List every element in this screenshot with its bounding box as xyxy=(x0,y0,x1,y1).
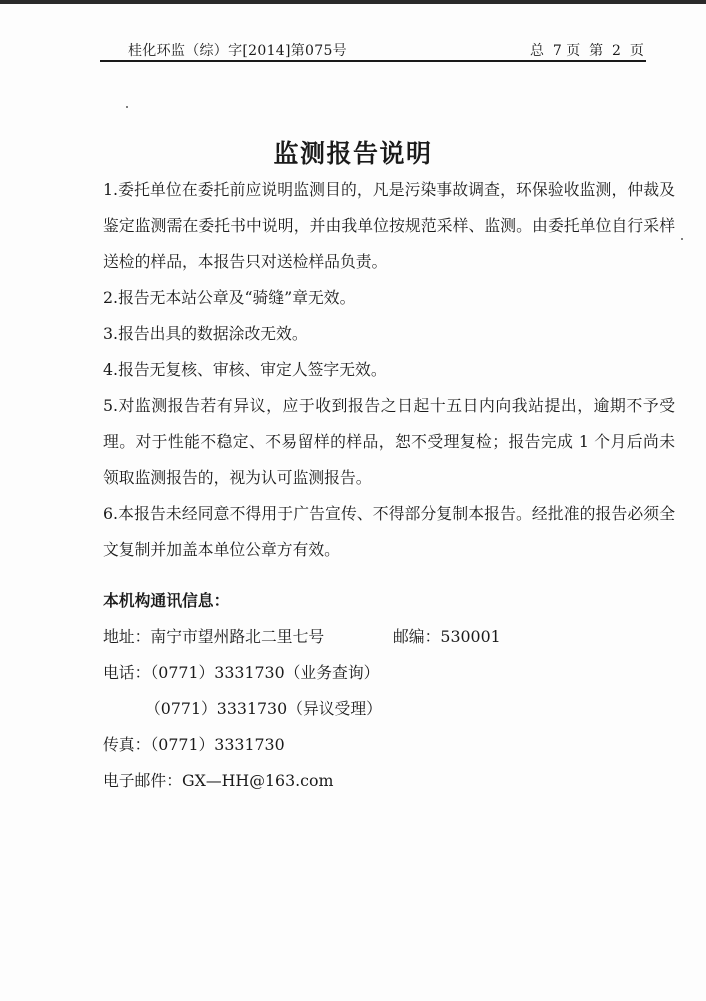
contact-heading: 本机构通讯信息： xyxy=(103,591,230,610)
phone-line-secondary: （0771）3331730（异议受理） xyxy=(145,699,382,718)
scan-speck xyxy=(681,238,683,240)
page-indicator: 总 7 页 第 2 页 xyxy=(530,43,644,59)
document-number: 桂化环监（综）字[2014]第075号 xyxy=(128,43,347,59)
page-title: 监测报告说明 xyxy=(273,139,433,168)
contact-section xyxy=(103,583,663,799)
header-divider xyxy=(100,60,646,62)
note-item: 2.报告无本站公章及“骑缝”章无效。 xyxy=(103,288,356,307)
address-text: 地址：南宁市望州路北二里七号 xyxy=(103,627,325,646)
postcode-text: 邮编：530001 xyxy=(393,627,501,646)
note-item: 1.委托单位在委托前应说明监测目的，凡是污染事故调查，环保验收监测，仲裁及鉴定监测需在委托书中说明，并由我单位按规范采样、监测。由委托单位自行采样送检的样品，本报告只对送检样品负责。 xyxy=(103,180,675,271)
notes-list xyxy=(103,172,675,568)
note-item: 3.报告出具的数据涂改无效。 xyxy=(103,324,308,343)
note-item: 5.对监测报告若有异议，应于收到报告之日起十五日内向我站提出，逾期不予受理。对于性能不稳定、不易留样的样品，恕不受理复检；报告完成 1 个月后尚未领取监测报告的，视为认可监测报告。 xyxy=(103,396,675,487)
note-item: 6.本报告未经同意不得用于广告宣传、不得部分复制本报告。经批准的报告必须全文复制并加盖本单位公章方有效。 xyxy=(103,504,675,559)
address-line xyxy=(103,619,663,655)
email-line: 电子邮件：GX—HH@163.com xyxy=(103,771,334,790)
scan-top-edge xyxy=(0,0,706,4)
note-item: 4.报告无复核、审核、审定人签字无效。 xyxy=(103,360,387,379)
scan-speck xyxy=(126,106,128,108)
fax-line: 传真：（0771）3331730 xyxy=(103,735,285,754)
phone-line: 电话：（0771）3331730（业务查询） xyxy=(103,663,380,682)
